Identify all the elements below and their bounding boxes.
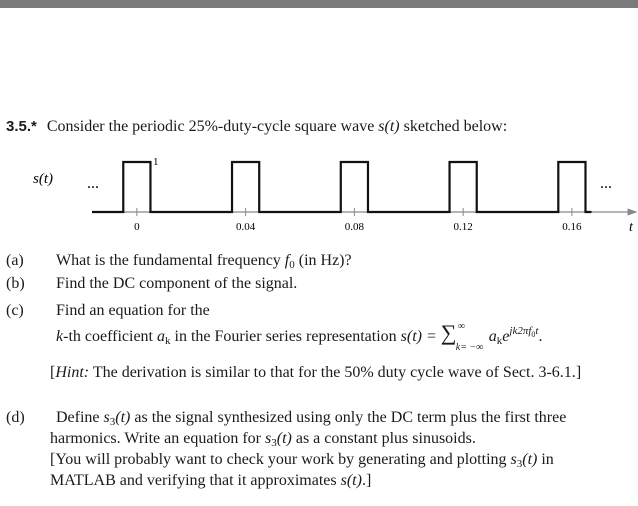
x-tick-label: 0.04: [235, 221, 256, 233]
question-label: (a): [6, 252, 24, 269]
x-axis-label: t: [629, 220, 633, 235]
x-tick-label: 0.08: [344, 221, 365, 233]
question-label: (d): [6, 409, 25, 426]
define-word: Define: [56, 409, 100, 426]
hint-label: Hint:: [55, 364, 90, 381]
hint: [Hint: The derivation is similar to that for the 50% duty cycle wave of Sect. 3-6.1.]: [50, 364, 582, 381]
exp-base: e: [502, 328, 510, 345]
k-symbol: k: [56, 328, 64, 345]
question-b-text: Find the DC component of the signal.: [56, 275, 298, 292]
f0-symbol: f: [284, 252, 290, 269]
hint-text: The derivation is similar to that for the 50% duty cycle wave of Sect. 3-6.1.: [92, 364, 576, 381]
period-end: .: [538, 328, 543, 345]
question-d-line3-post: in: [541, 451, 554, 468]
problem-signal: s(t): [378, 118, 400, 135]
x-tick-label: 0: [134, 221, 140, 233]
question-a-suffix: (in Hz)?: [298, 252, 352, 269]
right-ellipsis: ...: [600, 175, 612, 192]
question-a-text: What is the fundamental frequency: [56, 252, 281, 269]
s3-subscript: 3: [516, 458, 523, 470]
term-a: a: [488, 328, 497, 345]
exponent: jk2πf: [509, 325, 532, 337]
y-axis-label: s(t): [33, 171, 53, 187]
s3-arg: (t): [115, 409, 131, 426]
question-d-line1: as the signal synthesized using only the DC term plus the first three: [134, 409, 567, 426]
s3-arg: (t): [276, 430, 292, 447]
sum-upper-limit: ∞: [457, 321, 465, 332]
problem-heading: [6, 118, 507, 136]
series-lhs: s(t) =: [400, 328, 437, 345]
problem-number: 3.5.*: [6, 118, 37, 135]
s3-subscript: 3: [109, 416, 116, 428]
s3-arg: (t): [522, 451, 538, 468]
question-c-line1: Find an equation for the: [56, 302, 210, 319]
sum-lower-limit: k= −∞: [455, 342, 484, 353]
question-label: (b): [6, 275, 25, 292]
signal-symbol: s(t): [340, 472, 362, 489]
f0-subscript: 0: [289, 259, 295, 271]
question-d-line4: [50, 470, 371, 491]
ak-subscript: k: [165, 335, 171, 347]
square-wave-figure: [0, 150, 638, 242]
x-tick-label: 0.12: [453, 221, 473, 233]
exponent-subscript: 0: [531, 330, 536, 339]
question-d-line2-post: as a constant plus sinusoids.: [295, 430, 476, 447]
amplitude-label: 1: [153, 156, 159, 168]
term-a-subscript: k: [496, 335, 503, 347]
question-c-after: in the Fourier series representation: [174, 328, 397, 345]
s3-subscript: 3: [271, 437, 277, 449]
square-wave-line: [92, 162, 591, 212]
problem-intro-suffix: sketched below:: [403, 118, 508, 135]
s3-symbol: s: [510, 451, 517, 468]
x-tick-label: 0.16: [562, 221, 582, 233]
sum-symbol: ∑: [440, 320, 457, 345]
question-d-line2-pre: harmonics. Write an equation for: [50, 430, 261, 447]
summation: [440, 320, 485, 353]
question-d-line4-pre: MATLAB and verifying that it approximates: [50, 472, 337, 489]
exponent-t: t: [535, 325, 539, 337]
question-label: (c): [6, 302, 24, 319]
question-d-line4-post: .]: [361, 472, 372, 489]
s3-symbol: s: [103, 409, 110, 426]
s3-symbol: s: [265, 430, 272, 447]
question-c-line2: [56, 321, 542, 352]
top-bar: [0, 0, 638, 8]
problem-intro-prefix: Consider the periodic 25%-duty-cycle square wave: [46, 118, 375, 135]
question-d-line3-pre: [You will probably want to check your work by generating and plotting: [50, 451, 507, 468]
question-c-mid: -th coefficient: [63, 328, 153, 345]
left-ellipsis: ...: [87, 175, 99, 192]
ak-symbol: a: [157, 328, 165, 345]
